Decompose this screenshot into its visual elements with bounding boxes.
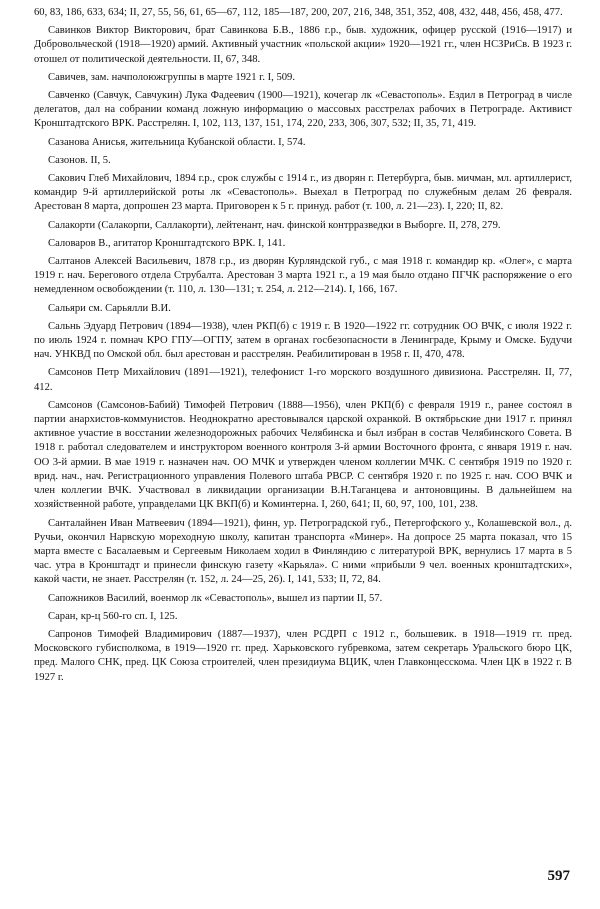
index-entry-savichev: Савичев, зам. начполоюжгруппы в марте 1921 г. I, 509. <box>48 71 295 83</box>
index-entry-sazanova: Сазанова Анисья, жительница Кубанской области. I, 574. <box>48 136 306 148</box>
index-entry-salakorti: Салакорти (Салакорпи, Саллакорти), лейтенант, нач. финской контрразведки в Выборге. II, 278, 279. <box>48 219 501 231</box>
index-entry-savinkov: Савинков Виктор Викторович, брат Савинкова Б.В., 1886 г.р., быв. художник, офицер русской (1916—1917) и Добровольческой (1918—1920) армий. Активный участник «польской акции» 1920—1921 гг., член НСЗРиСв. В 1923 г. отошел от политической деятельности. II, 67, 348. <box>34 25 572 65</box>
index-entry-sakovich: Сакович Глеб Михайлович, 1894 г.р., срок службы с 1914 г., из дворян г. Петербурга, быв. мичман, мл. артиллерист, командир 9-й артиллерийской роты лк «Севастополь». Выехал в Петроград по служебным делам 26 февраля. Арестован 8 марта, допрошен 23 марта. Приговорен к 5 г. принуд. работ (т. 100, л. 21—23). I, 220; II, 82. <box>34 173 572 213</box>
index-entry-salovarov: Саловаров В., агитатор Кронштадтского ВРК. I, 141. <box>48 237 286 249</box>
index-entry-santalaynen: Санталайнен Иван Матвеевич (1894—1921), финн, ур. Петроградской губ., Петергофского у., Колашевской вол., д. Ручьи, окончил Нарвскую мореходную школу, капитан транспорта «Минер». На допросе 25 марта показал, что 15 марта вместе с Басалаевым и Сергеевым Николаем ходил в Финляндию с литературой ВРК, вернулись 17 марта в 5 час. утра в Кронштадт и принесли финскую газету «Карьяла». С ними «прибыли 9 чел. военных кронштадтских», какой части, не знает. Расстрелян (т. 152, л. 24—25, 26). I, 141, 533; II, 72, 84. <box>34 517 572 586</box>
index-entry-continuation: 60, 83, 186, 633, 634; II, 27, 55, 56, 61, 65—67, 112, 185—187, 200, 207, 216, 348, 351, 352, 408, 432, 448, 456, 458, 477. <box>34 7 563 18</box>
index-entry-salyari: Сальяри см. Сарьялли В.И. <box>48 302 171 314</box>
index-entry-saran: Саран, кр-ц 560-го сп. I, 125. <box>48 610 178 622</box>
index-entry-sapronov: Сапронов Тимофей Владимирович (1887—1937), член РСДРП с 1912 г., большевик. в 1918—1919 гг. пред. Московского губисполкома, в 1919—1920 гг. пред. Харьковского губревкома, затем секретарь Уральского бюро ЦК, пред. Малого СНК, пред. ЦК Союза строителей, член президиума ВЦИК, член Главконцесскома. Член ЦК в 1922 г. В 1927 г. <box>34 628 572 683</box>
index-entry-sapozhnikov: Сапожников Василий, военмор лк «Севастополь», вышел из партии II, 57. <box>48 592 383 604</box>
index-entry-samsonov-timofey: Самсонов (Самсонов-Бабий) Тимофей Петрович (1888—1956), член РКП(б) с февраля 1919 г., ранее состоял в партии анархистов-коммунистов. Неоднократно арестовывался царской охранкой. В октябрьские дни 1917 г. принял активное участие в восстании железнодорожных рабочих Челябинска и был избран в состав Челябинского Совета. В 1918 г. работал следователем и инструктором военного контроля 3-й армии Восточного фронта, с января 1919 г. нач. ОО 3-й армии. В мае 1919 г. назначен нач. ОО МЧК и утвержден членом коллегии МЧК. С сентября 1919 по 1920 г. врид. нач., нач. Регистрационного управления Полевого штаба РВСР. С сентября 1920 г. по 1925 г. нач. СОО ВЧК и член коллегии ВЧК. Участвовал в ликвидации организации В.Н.Таганцева и антоновщины. В дальнейшем на хозяйственной работе, управделами ЦК ВКП(б) и Коминтерна. I, 260, 641; II, 60, 97, 100, 101, 238. <box>34 399 572 511</box>
index-entry-samsonov-petr: Самсонов Петр Михайлович (1891—1921), телефонист 1-го морского воздушного дивизиона. Расстрелян. II, 77, 412. <box>34 367 572 393</box>
index-entry-saln: Сальнь Эдуард Петрович (1894—1938), член РКП(б) с 1919 г. В 1920—1922 гг. сотрудник ОО ВЧК, с июля 1922 г. по июль 1924 г. помнач КРО ГПУ—ОГПУ, затем в органах госбезопасности в Ленинграде, Крыму и Омске. Будучи нач. УНКВД по Омской обл. был арестован и расстрелян. Реабилитирован в 1958 г. II, 470, 478. <box>34 320 572 361</box>
index-entry-savchenko: Савченко (Савчук, Савчукин) Лука Фадеевич (1900—1921), кочегар лк «Севастополь». Ездил в Петроград в числе делегатов, дал на собрании команд ложную информацию о массовых расстрелах рабочих в Петрограде. Активист Кронштадтского ВРК. Расстрелян. I, 102, 113, 137, 151, 174, 220, 233, 306, 307, 532; II, 35, 71, 419. <box>34 90 572 130</box>
page-number: 597 <box>547 868 570 884</box>
index-entry-sazonov: Сазонов. II, 5. <box>48 154 111 166</box>
index-entry-saltanov: Салтанов Алексей Васильевич, 1878 г.р., из дворян Курляндской губ., с мая 1918 г. командир кр. «Олег», с марта 1919 г. нач. Берегового отдела Струбалта. Арестован 3 марта 1921 г., а 19 мая было отдано ПГЧК распоряжение о его немедленном освобождении (т. 110, л. 130—131; т. 254, л. 212—214). I, 166, 167. <box>34 256 572 296</box>
